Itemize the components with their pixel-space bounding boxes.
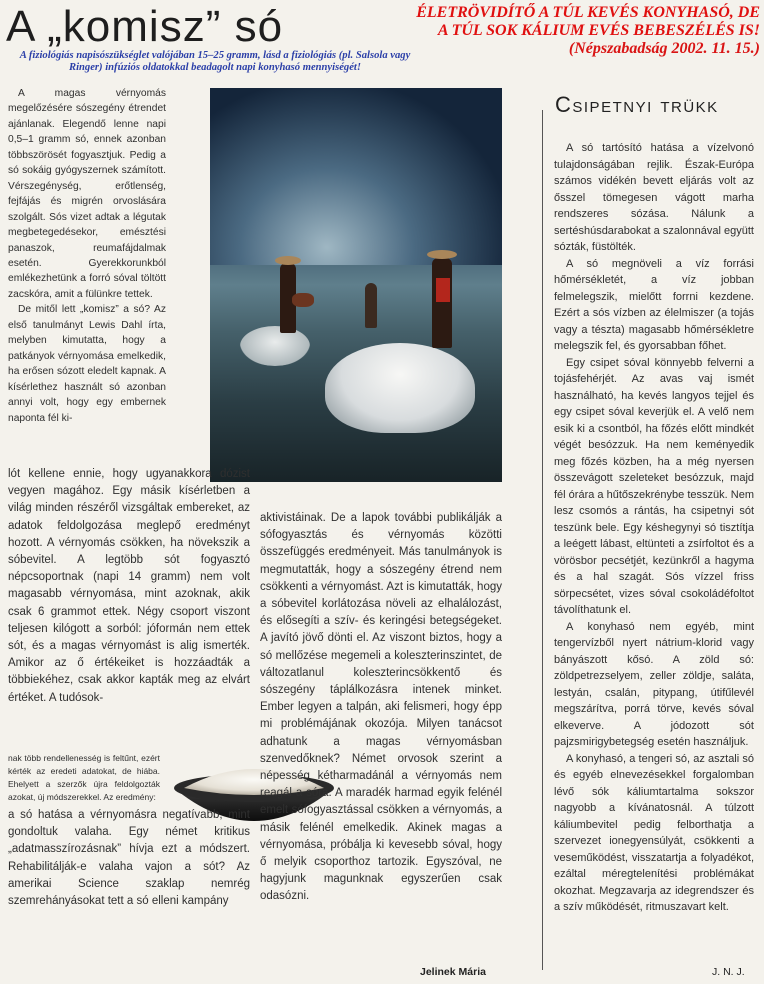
paragraph: aktivistáinak. De a lapok további publikálják a sófogyasztás és vérnyomás közötti összefüggés eredményeit. Más tanulmányok is megmutatták, hogy a sószegény étrend nem csökkenti a vérnyomást. Azt is kimutatták, hogy a sóbevitel korlátozása növeli az elhalálozást, és elősegíti a szív- és keringési betegségeket. A javító jövő dönti el. Az viszont biztos, hogy a só mellőzése megemeli a koleszterinszintet, de változatlanul koleszterincsökkentő és sószegény táplálkozásra intenek minket. Ember legyen a talpán, aki felismeri, hogy épp mi problémájának okozója. Milyen tanácsot adhatunk a magas vérnyomásban szenvedőknek? Német orvosok szerint a népesség kétharmadánál a vérnyomás nem reagál a sóra. A maradék harmad egyik felénél emelt sófogyasztással csökken a vérnyomás, a másik felénél emelkedik. Akinek magas a vérnyomása, próbálja ki kevesebb sóval, hogy ő melyik csoporthoz tartozik. Egyszóval, ne hagyjunk magunknak egyszerűen csak odasózni.: [260, 512, 502, 903]
article-title: A „komisz” só: [6, 2, 284, 51]
worker-basket: [292, 293, 314, 307]
paragraph: lót kellene ennie, hogy ugyanakkora dózist vegyen magához. Egy másik kísérletben a világ minden részéről vizsgáltak embereket, az adatok feldolgozása meglepő eredményt hozott. A vérnyomás csökken, ha növekszik a sóbevitel. A legtöbb sót fogyasztó népcsoportnak (napi 14 gramm) nem volt magasabb vérnyomása, mint azoknak, akik csak 6 grammot ettek. Négy csoport viszont teljesen kilógott a sorból: jóformán nem ettek sót, és a magas vérnyomást is alig ismerték. Amikor az ő értékeiket is hozzáadták a többiekéhez, csak akkor kapták meg az elvárt értéket. A tudósok-: [8, 468, 250, 704]
sidebar-heading: Csipetnyi trükk: [555, 92, 719, 117]
paragraph: nak több rendellenesség is feltűnt, ezért kérték az eredeti adatokat, de hiába. Ehelyett a szerzők újra feldolgozták azokat, új módszerekkel. Az eredmény:: [8, 753, 160, 802]
article-column-1-narrow: [8, 752, 160, 804]
paragraph: De mitől lett „komisz” a só? Az első tanulmányt Lewis Dahl írta, melyben kimutatta, hogy a patkányok vérnyomása emelkedik, ha erősen sózott eledelt kapnak. A kísérlethez használt só azonban annyi volt, hogy egy embernek naponta fél ki-: [8, 304, 166, 424]
worker-figure: [365, 283, 377, 328]
salt-workers-photo: [210, 88, 502, 482]
photo-sky: [210, 88, 502, 265]
red-note-source: (Népszabadság 2002. 11. 15.): [568, 40, 760, 57]
salt-pile-small: [240, 326, 310, 366]
worker-hat: [275, 256, 301, 265]
worker-red-cloth: [436, 278, 450, 302]
paragraph: Egy csipet sóval könnyebb felverni a tojásfehérjét. Az avas vaj ismét használható, ha kevés langyos tejjel és egy csipet sóval keverjük el. A velő nem esik ki a csontból, ha főzés előtt mindkét végét besózzuk. Ha nem keményedik meg főzés közben, ha a még nyersen összevágott szeleteket besózzuk, majd fél órára a hűtőszekrénybe tesszük. Nem lesz csomós a rántás, ha csipetnyi sót teszünk bele. Egy késhegynyi só tisztítja a leégett lábast, eltünteti a zsírfoltot és a vörösbor pecsétjét, kezünkről a hagyma és a hal szagát. Sós vízzel friss sörpecsétet, vizes sóval csokoládéfoltot távolíthatunk el.: [554, 356, 754, 616]
article-column-2: [260, 510, 502, 906]
article-column-1-wide: [8, 466, 250, 707]
paragraph: a só hatása a vérnyomásra negatívabb, mint gondoltuk valaha. Egy német kritikus „adatmasszírozásnak” hívja ezt a módszert. Rehabilitálják-e valaha vajon a sót? Az amerikai Science szaklap nemrég szemrehányásokat tett a só elleni kampány: [8, 809, 250, 908]
worker-figure: [432, 258, 452, 348]
blue-annotation: A fiziológiás napisószükséglet valójában 15–25 gramm, lásd a fiziológiás (pl. Salsola vagy Ringer) infúziós oldatokkal beadagolt napi konyhasó mennyiségét!: [19, 50, 411, 73]
paragraph: A só megnöveli a víz forrási hőmérsékletét, a víz jobban felmelegszik, mielőtt forrni kezdene. Ezért a sós vízben az élelmiszer (a tojás vagy a tészta) magasabb hőmérsékletre melegszik fel, és gyorsabban főhet.: [554, 257, 754, 352]
sidebar-column: [554, 140, 754, 916]
article-column-1-bottom: [8, 807, 250, 910]
column-divider: [542, 110, 543, 970]
paragraph: A magas vérnyomás megelőzésére sószegény étrendet ajánlanak. Elegendő lenne napi 0,5–1 gramm só, ennek azonban többszörösét fogyasztjuk. Pedig a só sokáig gyógyszernek számított. Vérszegénység, erőtlenség, fejfájás és migrén orvoslására szolgált. Sós vizet adtak a légutak megbetegedésekor, emésztési panaszok, reumafájdalmak esetén. Gyerekkorunkból emlékezhetünk a forró sóval töltött zacskóra, amit a fülünkre tettek.: [8, 88, 166, 300]
red-note-line2: A TÚL SOK KÁLIUM EVÉS BEBESZÉLÉS IS!: [437, 22, 760, 39]
article-column-1: [8, 86, 166, 426]
author-signature: Jelinek Mária: [420, 966, 486, 978]
worker-hat: [427, 250, 457, 259]
red-note-line1: ÉLETRÖVIDÍTŐ A TÚL KEVÉS KONYHASÓ, DE: [416, 4, 760, 21]
sidebar-signature: J. N. J.: [712, 966, 745, 978]
paragraph: A só tartósító hatása a vízelvonó tulajdonságában rejlik. Észak-Európa számos vidékén bevett eljárás volt az ősszel tömegesen vágott marha rendszeres sózása. Nálunk a sertéshúsdarabokat a szalonnával együtt sózták, füstölték.: [554, 142, 754, 253]
paragraph: A konyhasó, a tengeri só, az asztali só és egyéb elnevezésekkel forgalomban lévő sók káliumtartalma sokszor nagyobb a kívánatosnál. A túlzott káliumbevitel pedig felborthatja a szervezet ionegyensúlyát, csökkenti a veseműködést, visszatartja a folyadékot, ezáltal méregtelenítési problémákat okozhat. Megzavarja az idegrendszer és a szív működését, ritmuszavart kelt.: [554, 752, 754, 913]
salt-pile-large: [325, 343, 475, 433]
paragraph: A konyhasó nem egyéb, mint tengervízből nyert nátrium-klorid vagy bányászott kősó. A zöld só: zöldpetrezselyem, zeller zöldje, saláta, lestyán, csalán, pitypang, útifűlevél megszárítva, porrá törve, kevés sóval elkeverve. A jódozott sót pajzsmirigybetegség esetén használjuk.: [554, 620, 754, 748]
